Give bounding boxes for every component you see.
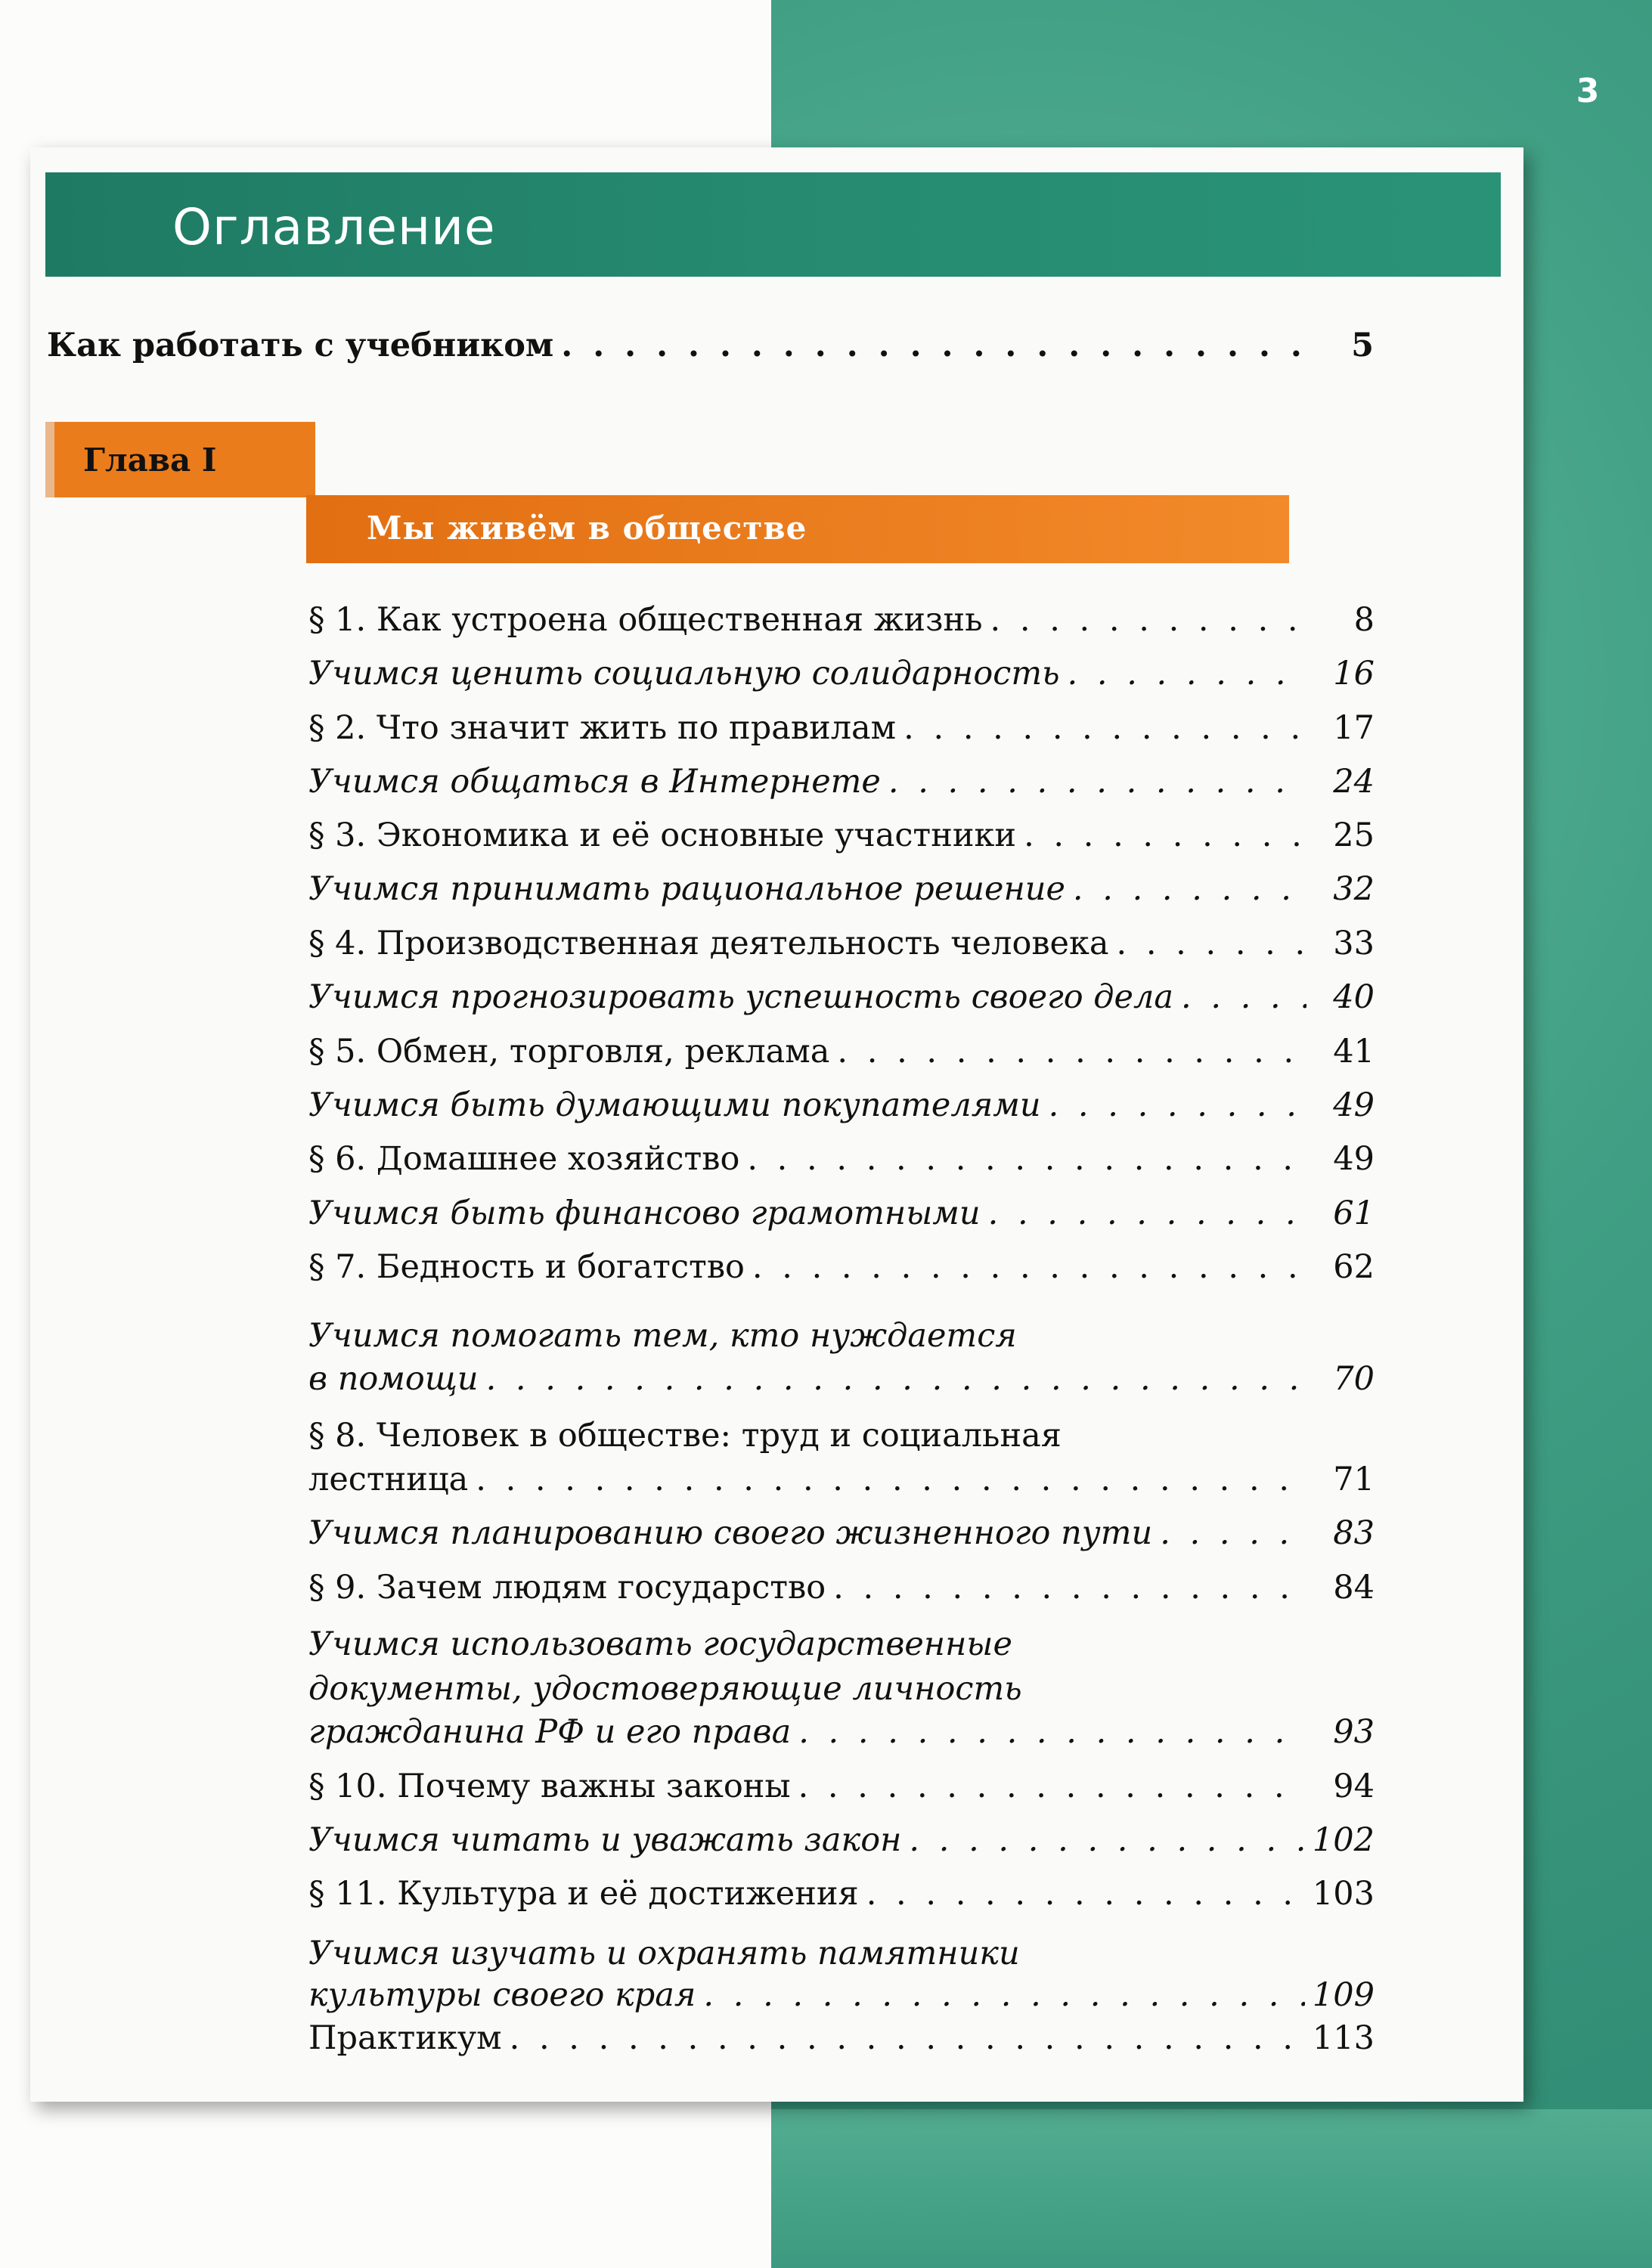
toc-entry-practice[interactable] [308,978,1375,1016]
chapter-title: Мы живём в обществе [367,510,807,547]
toc-entry-line: Учимся помогать тем, кто нуждается [308,1317,1017,1355]
leader-dots [752,1248,1306,1286]
toc-entry-practice[interactable] [308,1086,1375,1124]
toc-entry-title: лестница [308,1461,469,1498]
leader-dots [866,1875,1305,1913]
toc-entry-title: § 9. Зачем людям государство [308,1569,826,1606]
toc-entry-page: 84 [1333,1569,1375,1606]
toc-entry[interactable] [308,709,1375,747]
leader-dots [561,327,1306,364]
toc-entry[interactable] [308,1569,1375,1606]
toc-entry-practice[interactable] [308,1976,1375,2014]
toc-entry-title: § 7. Бедность и богатство [308,1248,745,1286]
toc-entry-page: 5 [1351,327,1374,364]
leader-dots [1160,1514,1306,1552]
leader-dots [798,1713,1306,1751]
toc-entry-page: 17 [1333,709,1375,747]
toc-entry-page: 25 [1333,816,1375,854]
leader-dots [486,1360,1306,1398]
chapter-label: Глава I [83,442,217,479]
leader-dots [988,1194,1306,1232]
leader-dots [1024,816,1306,854]
toc-entry-practice[interactable] [308,763,1375,801]
toc-entry-page: 102 [1312,1821,1375,1859]
leader-dots [909,1821,1305,1859]
toc-entry-practice[interactable] [308,1514,1375,1552]
toc-entry-page: 40 [1333,978,1375,1016]
leader-dots [837,1033,1306,1070]
toc-entry-page: 83 [1333,1514,1375,1552]
toc-entry-practice[interactable] [308,1821,1375,1859]
toc-entry[interactable] [308,1875,1375,1913]
leader-dots [1068,655,1306,692]
toc-entry-title: Как работать с учебником [47,327,554,364]
toc-entry-title: § 6. Домашнее хозяйство [308,1140,740,1178]
toc-entry-page: 24 [1333,763,1375,801]
toc-entry[interactable] [308,2019,1375,2057]
toc-entry-title: Практикум [308,2019,502,2057]
toc-entry-page: 16 [1333,655,1375,692]
leader-dots [990,601,1306,639]
leader-dots [747,1140,1306,1178]
toc-entry-title: гражданина РФ и его права [308,1713,792,1751]
toc-entry-title: Учимся читать и уважать закон [308,1821,902,1859]
toc-entry-line: Учимся использовать государственные [308,1625,1012,1663]
toc-entry[interactable] [308,1033,1375,1070]
leader-dots [476,1461,1306,1498]
toc-entry-title: § 3. Экономика и её основные участники [308,816,1017,854]
toc-entry-page: 62 [1333,1248,1375,1286]
toc-entry-title: § 2. Что значит жить по правилам [308,709,897,747]
toc-entry-title: Учимся быть финансово грамотными [308,1194,981,1232]
toc-entry-line: документы, удостоверяющие личность [308,1670,1022,1708]
toc-entry-page: 94 [1333,1768,1375,1805]
page-title: Оглавление [172,198,496,256]
toc-entry-page: 71 [1333,1461,1375,1498]
toc-entry-line: § 8. Человек в обществе: труд и социальная [308,1417,1062,1455]
leader-dots [510,2019,1305,2057]
toc-entry-intro[interactable] [47,327,1374,364]
toc-entry-page: 49 [1333,1086,1375,1124]
leader-dots [903,709,1306,747]
toc-entry-title: Учимся быть думающими покупателями [308,1086,1041,1124]
toc-entry-title: § 4. Производственная деятельность человека [308,925,1109,962]
toc-entry-title: в помощи [308,1360,479,1398]
toc-entry-title: Учимся ценить социальную солидарность [308,655,1060,692]
toc-entry-title: § 5. Обмен, торговля, реклама [308,1033,830,1070]
toc-entry-practice[interactable] [308,1194,1375,1232]
toc-entry-page: 49 [1333,1140,1375,1178]
toc-entry-page: 113 [1312,2019,1375,2057]
toc-entry-title: § 1. Как устроена общественная жизнь [308,601,983,639]
green-background-bottom [771,2109,1652,2268]
toc-entry-page: 70 [1333,1360,1375,1398]
toc-entry-page: 103 [1312,1875,1375,1913]
leader-dots [1073,870,1306,908]
toc-entry-page: 61 [1333,1194,1375,1232]
toc-entry-page: 32 [1333,870,1375,908]
toc-entry[interactable] [308,1248,1375,1286]
toc-entry-title: Учимся принимать рациональное решение [308,870,1065,908]
leader-dots [833,1569,1306,1606]
toc-entry-practice[interactable] [308,655,1375,692]
leader-dots [703,1976,1305,2014]
leader-dots [888,763,1306,801]
toc-entry[interactable] [308,816,1375,854]
toc-entry-title: § 11. Культура и её достижения [308,1875,859,1913]
toc-entry-title: Учимся прогнозировать успешность своего дела [308,978,1174,1016]
toc-entry-title: культуры своего края [308,1976,696,2014]
toc-entry-page: 109 [1312,1976,1375,2014]
toc-entry[interactable] [308,1768,1375,1805]
page-number: 3 [1576,72,1600,110]
toc-entry-title: Учимся общаться в Интернете [308,763,881,801]
toc-entry-page: 93 [1333,1713,1375,1751]
toc-entry-page: 33 [1333,925,1375,962]
toc-entry-page: 8 [1353,601,1375,639]
toc-entry-practice[interactable] [308,870,1375,908]
toc-entry-page: 41 [1333,1033,1375,1070]
leader-dots [1181,978,1306,1016]
toc-entry[interactable] [308,601,1375,639]
leader-dots [1049,1086,1306,1124]
toc-entry[interactable] [308,1461,1375,1498]
toc-entry-practice[interactable] [308,1360,1375,1398]
toc-entry[interactable] [308,925,1375,962]
leader-dots [798,1768,1306,1805]
toc-entry-title: Учимся планированию своего жизненного пути [308,1514,1153,1552]
leader-dots [1117,925,1307,962]
toc-entry-title: § 10. Почему важны законы [308,1768,791,1805]
toc-entry[interactable] [308,1140,1375,1178]
toc-entry-practice[interactable] [308,1713,1375,1751]
toc-entry-line: Учимся изучать и охранять памятники [308,1935,1020,1972]
